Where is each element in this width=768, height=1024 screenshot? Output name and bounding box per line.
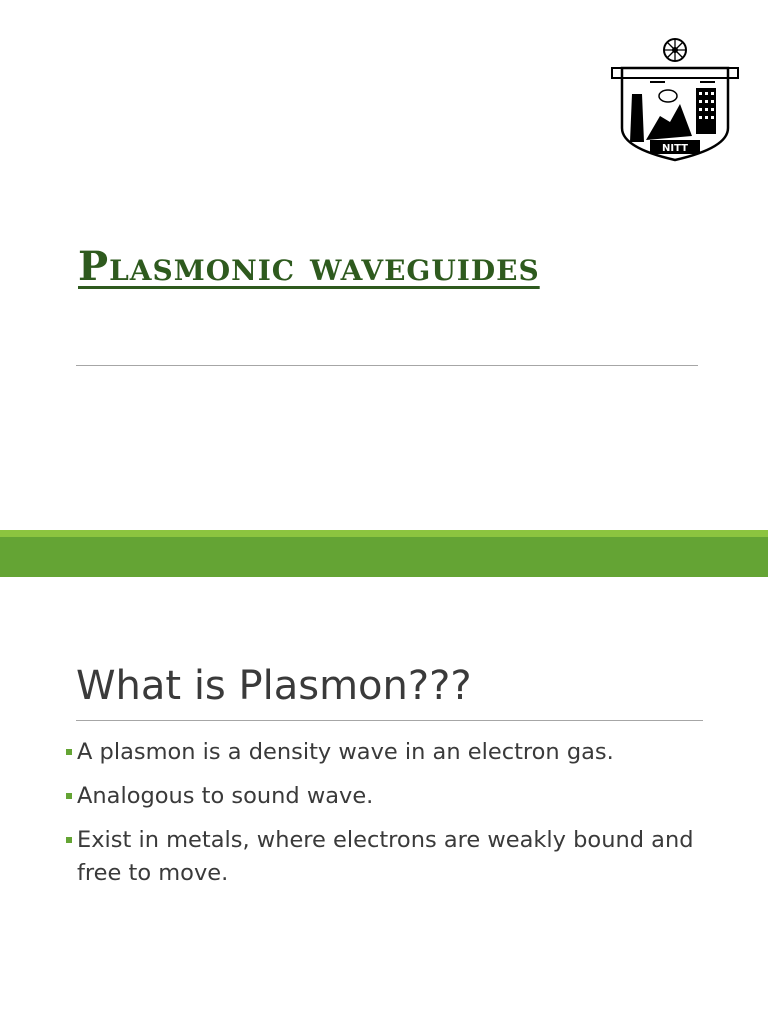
title-divider bbox=[76, 365, 698, 366]
slide-separator-band bbox=[0, 537, 768, 577]
bullet-item bbox=[64, 824, 704, 890]
bullet-text: Analogous to sound wave. bbox=[77, 783, 374, 809]
bullet-item bbox=[64, 780, 704, 813]
heading-divider bbox=[76, 720, 703, 721]
bullet-item bbox=[64, 736, 704, 769]
bullet-text: A plasmon is a density wave in an electron gas. bbox=[77, 739, 614, 765]
slide-title: Plasmonic waveguides bbox=[78, 243, 540, 290]
bullet-list bbox=[64, 736, 704, 901]
square-bullet-icon bbox=[66, 749, 72, 755]
bullet-text: Exist in metals, where electrons are weakly bound and free to move. bbox=[77, 827, 694, 886]
nitt-logo bbox=[610, 36, 740, 162]
slide-separator-accent bbox=[0, 530, 768, 537]
slide-heading: What is Plasmon??? bbox=[76, 663, 472, 709]
logo-text: NITT bbox=[662, 143, 688, 154]
square-bullet-icon bbox=[66, 793, 72, 799]
square-bullet-icon bbox=[66, 837, 72, 843]
